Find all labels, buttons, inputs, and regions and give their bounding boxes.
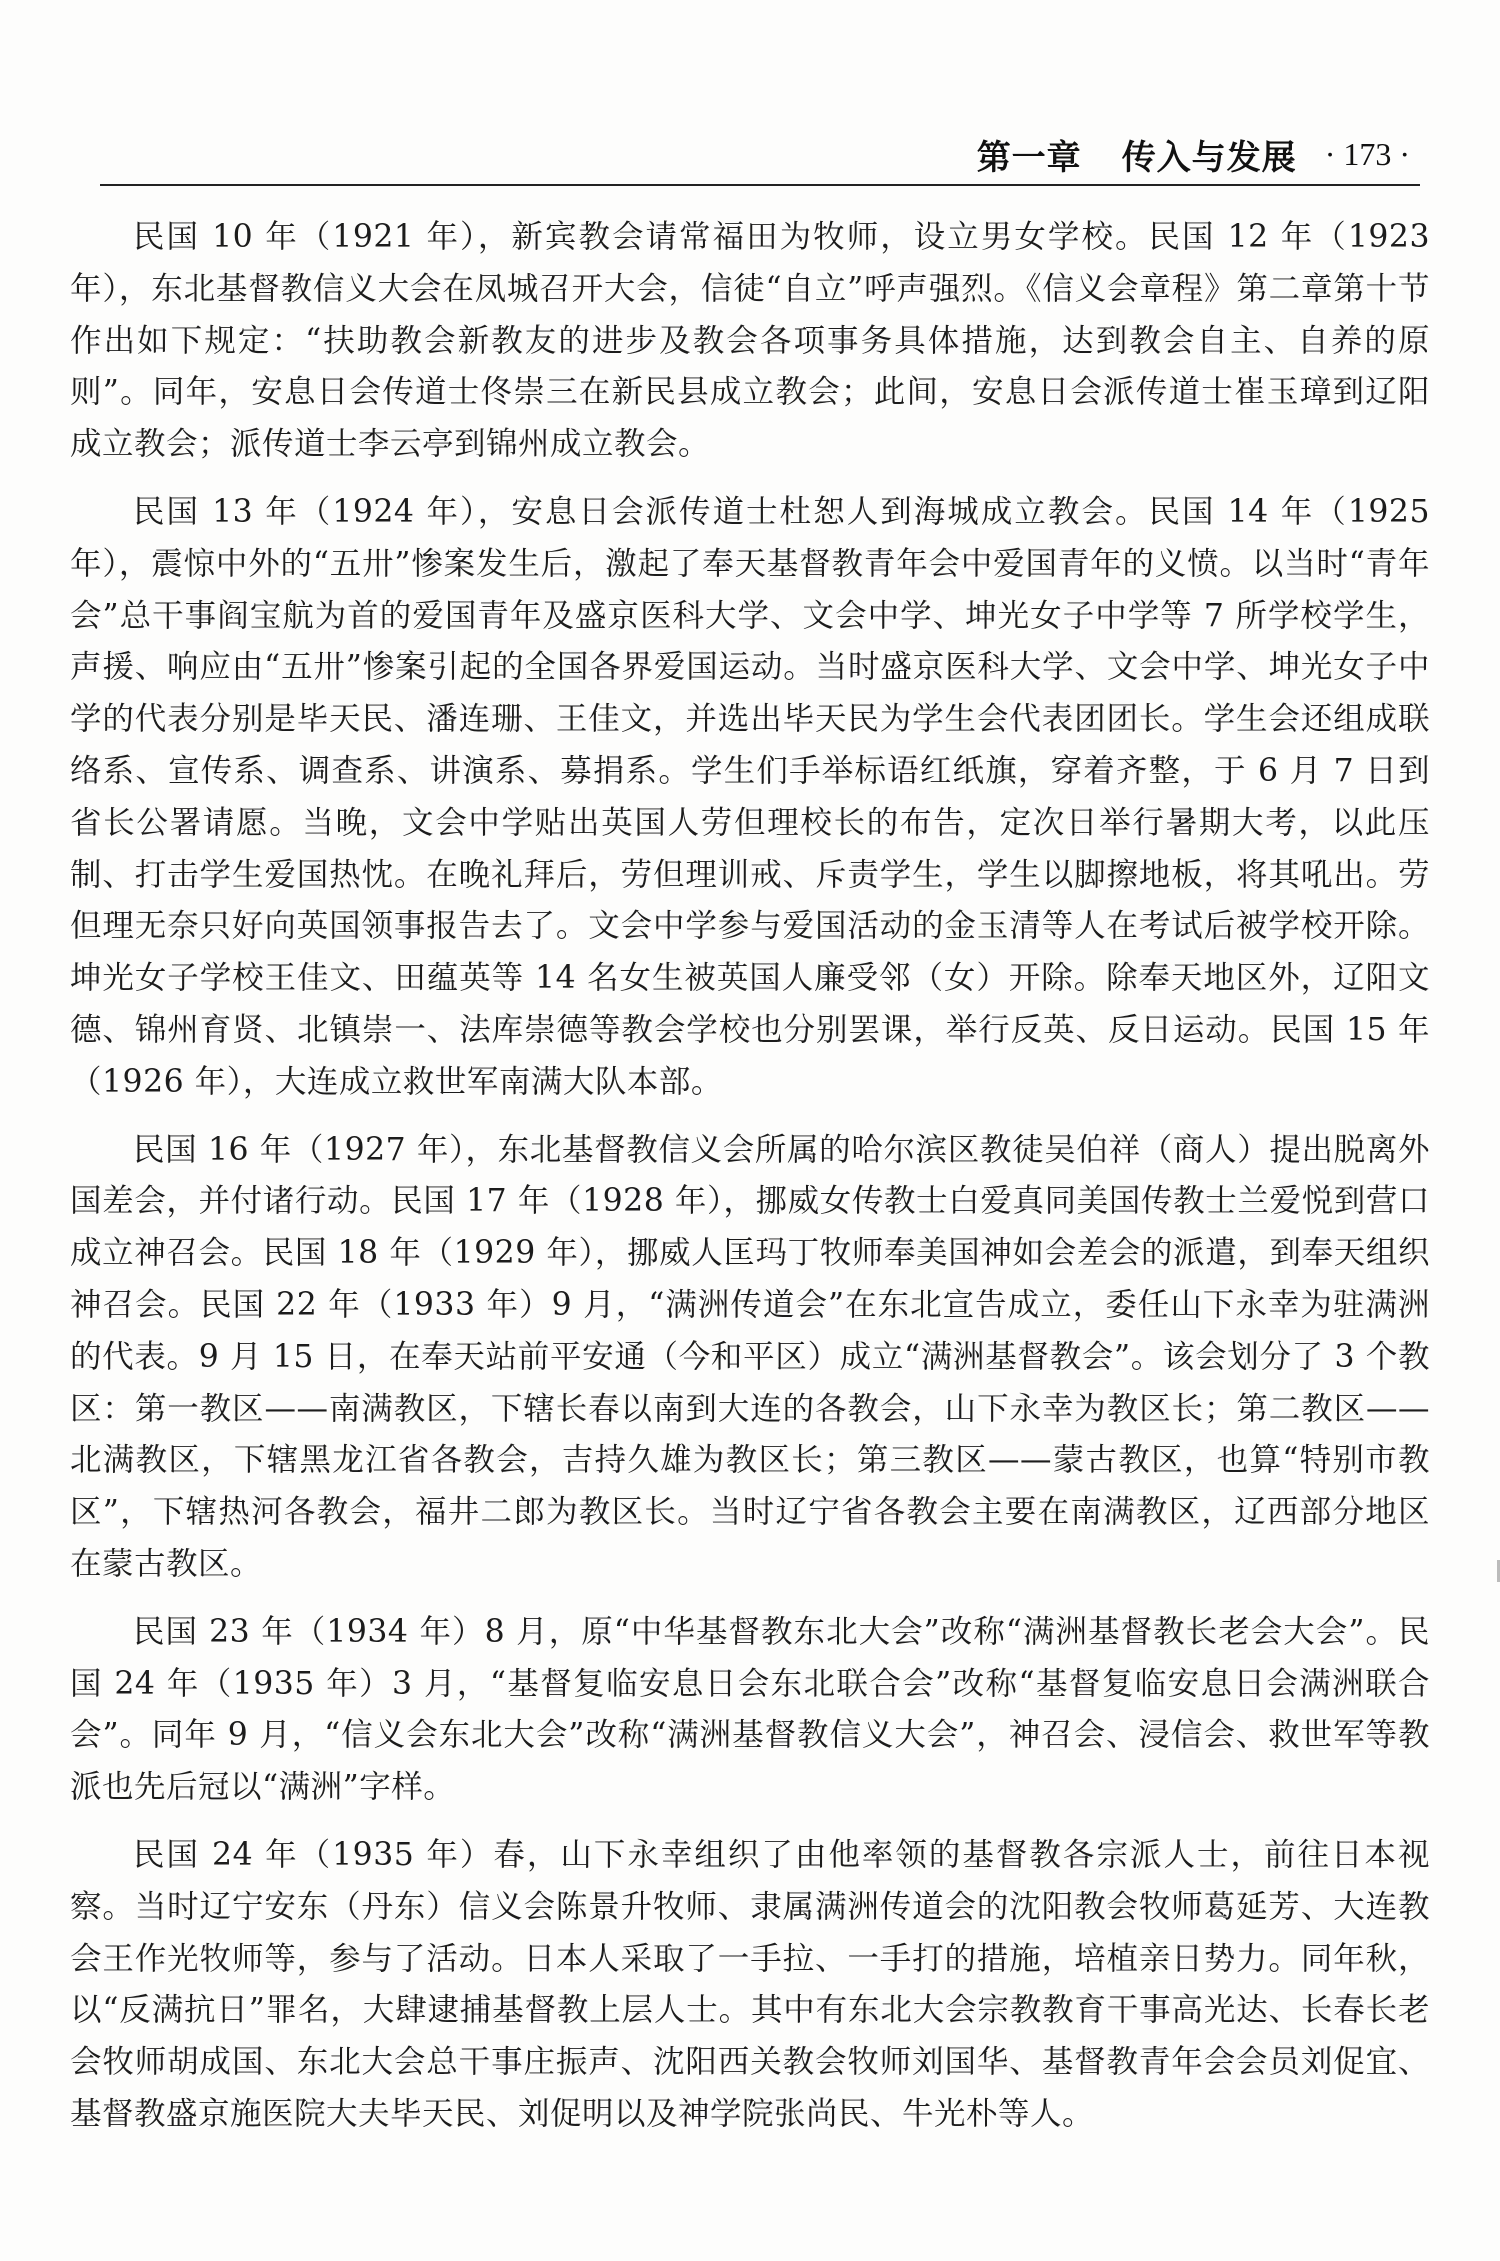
chapter-label: 第一章 xyxy=(976,137,1082,178)
paragraph-4: 民国 23 年（1934 年）8 月，原“中华基督教东北大会”改称“满洲基督教长老会大会”。民国 24 年（1935 年）3 月，“基督复临安息日会东北联合会”改称“基督复临安息日会满洲联合会”。同年 9 月，“信义会东北大会”改称“满洲基督教信义大会”，神召会、浸信会、救世军等教派也先后冠以“满洲”字样。 xyxy=(70,1613,1430,1806)
paragraph-5: 民国 24 年（1935 年）春，山下永幸组织了由他率领的基督教各宗派人士，前往日本视察。当时辽宁安东（丹东）信义会陈景升牧师、隶属满洲传道会的沈阳教会牧师葛延芳、大连教会王作光牧师等，参与了活动。日本人采取了一手拉、一手打的措施，培植亲日势力。同年秋，以“反满抗日”罪名，大肆逮捕基督教上层人士。其中有东北大会宗教教育干事高光达、长春长老会牧师胡成国、东北大会总干事庄振声、沈阳西关教会牧师刘国华、基督教青年会会员刘促宜、基督教盛京施医院大夫毕天民、刘促明以及神学院张尚民、牛光朴等人。 xyxy=(70,1836,1430,2132)
chapter-title: 传入与发展 xyxy=(1121,137,1297,178)
paragraph-2: 民国 13 年（1924 年），安息日会派传道士杜恕人到海城成立教会。民国 14 年（1925 年），震惊中外的“五卅”惨案发生后，激起了奉天基督教青年会中爱国青年的义愤。以当时“青年会”总干事阎宝航为首的爱国青年及盛京医科大学、文会中学、坤光女子中学等 7 所学校学生，声援、响应由“五卅”惨案引起的全国各界爱国运动。当时盛京医科大学、文会中学、坤光女子中学的代表分别是毕天民、潘连珊、王佳文，并选出毕天民为学生会代表团团长。学生会还组成联络系、宣传系、调查系、讲演系、募捐系。学生们手举标语红纸旗，穿着齐整，于 6 月 7 日到省长公署请愿。当晚，文会中学贴出英国人劳但理校长的布告，定次日举行暑期大考，以此压制、打击学生爱国热忱。在晚礼拜后，劳但理训戒、斥责学生，学生以脚擦地板，将其吼出。劳但理无奈只好向英国领事报告去了。文会中学参与爱国活动的金玉清等人在考试后被学校开除。坤光女子学校王佳文、田蕴英等 14 名女生被英国人廉受邻（女）开除。除奉天地区外，辽阳文德、锦州育贤、北镇崇一、法库崇德等教会学校也分别罢课，举行反英、反日运动。民国 15 年（1926 年），大连成立救世军南满大队本部。 xyxy=(70,493,1430,1100)
running-header xyxy=(100,128,1420,186)
header-content xyxy=(977,128,1410,180)
paragraph-3: 民国 16 年（1927 年），东北基督教信义会所属的哈尔滨区教徒吴伯祥（商人）提出脱离外国差会，并付诸行动。民国 17 年（1928 年），挪威女传教士白爱真同美国传教士兰爱悦到营口成立神召会。民国 18 年（1929 年），挪威人匡玛丁牧师奉美国神如会差会的派遣，到奉天组织神召会。民国 22 年（1933 年）9 月，“满洲传道会”在东北宣告成立，委任山下永幸为驻满洲的代表。9 月 15 日，在奉天站前平安通（今和平区）成立“满洲基督教会”。该会划分了 3 个教区：第一教区——南满教区，下辖长春以南到大连的各教会，山下永幸为教区长；第二教区——北满教区，下辖黑龙江省各教会，吉持久雄为教区长；第三教区——蒙古教区，也算“特别市教区”，下辖热河各教会，福井二郎为教区长。当时辽宁省各教会主要在南满教区，辽西部分地区在蒙古教区。 xyxy=(70,1131,1430,1582)
paragraph-1: 民国 10 年（1921 年），新宾教会请常福田为牧师，设立男女学校。民国 12 年（1923 年），东北基督教信义大会在凤城召开大会，信徒“自立”呼声强烈。《信义会章程》第二章第十节作出如下规定：“扶助教会新教友的进步及教会各项事务具体措施，达到教会自主、自养的原则”。同年，安息日会传道士佟崇三在新民县成立教会；此间，安息日会派传道士崔玉璋到辽阳成立教会；派传道士李云亭到锦州成立教会。 xyxy=(70,219,1430,463)
page-number: · 173 · xyxy=(1324,135,1410,172)
body-text xyxy=(70,212,1430,2157)
